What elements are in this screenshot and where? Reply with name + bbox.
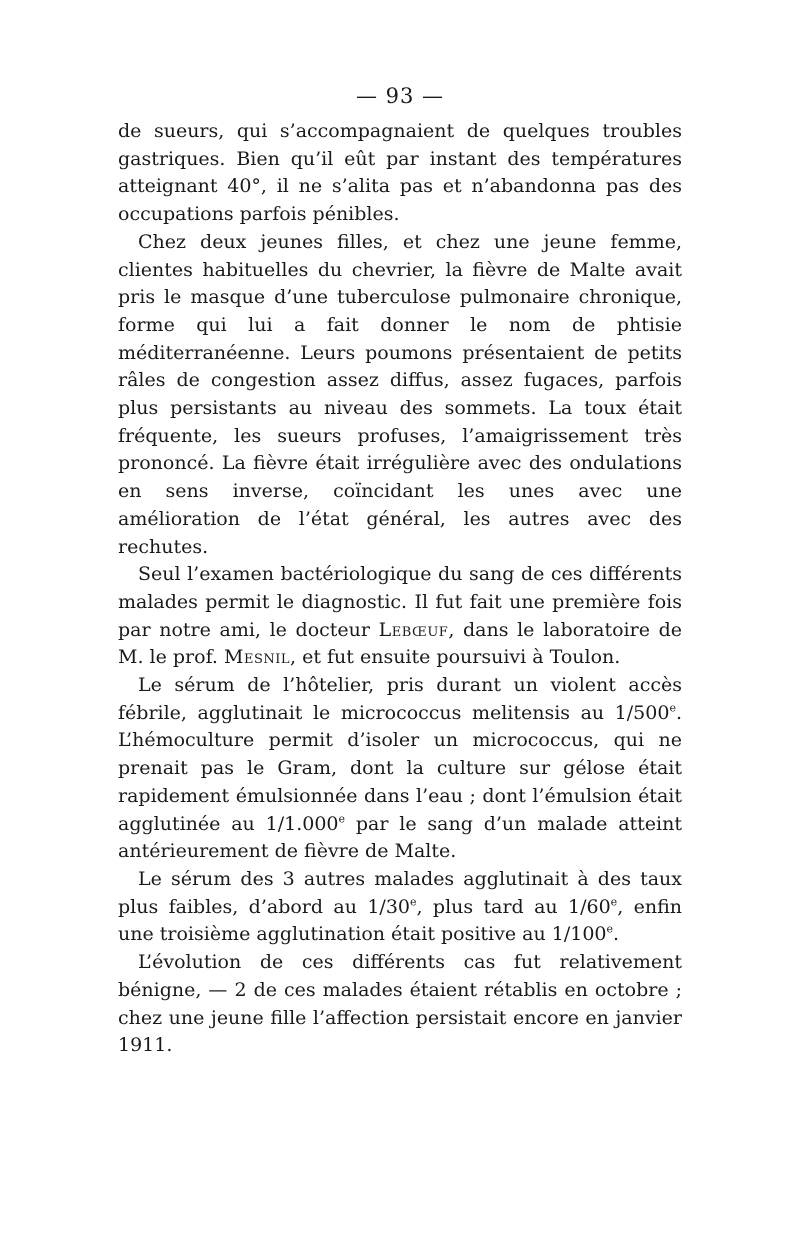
- ordinal-superscript: e: [610, 895, 618, 909]
- body-text: [118, 118, 682, 1060]
- paragraph-2: Chez deux jeunes filles, et chez une jeune femme, clientes habituelles du chevrier, la fièvre de Malte avait pris le masque d’une tuberculose pulmonaire chronique, forme qui lui a fait donner le nom de phtisie méditerranéenne. Leurs poumons présentaient de petits râles de congestion assez diffus, assez fugaces, parfois plus persistants au niveau des sommets. La toux était fréquente, les sueurs profuses, l’amaigrissement très prononcé. La fièvre était irrégulière avec des ondulations en sens inverse, coïncidant les unes avec une amélioration de l’état général, les autres avec des rechutes.: [118, 230, 682, 558]
- paragraph-4-text-a: Le sérum de l’hôtelier, pris durant un violent accès fébrile, agglutinait le micrococcus melitensis au 1/500: [118, 674, 682, 724]
- ordinal-superscript: e: [606, 923, 614, 937]
- ordinal-superscript: e: [410, 895, 417, 909]
- paragraph-6: L’évolution de ces différents cas fut relativement bénigne, — 2 de ces malades étaient rétablis en octobre ; chez une jeune fille l’affection persistait encore en janvier 1911.: [118, 951, 682, 1057]
- paragraph-3: [118, 561, 682, 672]
- paragraph-5-text-b: , plus tard au 1/60: [416, 895, 611, 918]
- page-number: — 93 —: [355, 84, 445, 108]
- paragraph-5-text-c: , enfin une troisième agglutination était positive au 1/100: [118, 895, 682, 946]
- ordinal-superscript: e: [669, 701, 676, 715]
- paragraph-4-text-c: par le sang d’un malade atteint antérieurement de fièvre de Malte.: [118, 812, 682, 863]
- paragraph-4: [118, 672, 682, 866]
- paragraph-3-text-b: , dans le laboratoire de M. le prof.: [118, 618, 683, 669]
- paragraph-3-text-a: Seul l’examen bactériologique du sang de ces différents malades permit le diagnostic. Il fut fait une première fois par notre ami, le docteur: [118, 563, 682, 641]
- paragraph-3-text-c: , et fut ensuite poursuivi à Toulon.: [290, 646, 621, 669]
- paragraph-1: de sueurs, qui s’accompagnaient de quelques troubles gastriques. Bien qu’il eût par instant des températures atteignant 40°, il ne s’alita pas et n’abandonna pas des occupations parfois pénibles.: [118, 120, 682, 226]
- paragraph-4-text-b: . L’hémoculture permit d’isoler un micrococcus, qui ne prenait pas le Gram, dont la culture sur gélose était rapidement émulsionnée dans l’eau ; dont l’émulsion était agglutinée au 1/1.000: [118, 701, 682, 835]
- ordinal-superscript: e: [338, 812, 346, 826]
- paragraph-5-text-d: .: [613, 923, 620, 946]
- author-name-leboeuf: Lebœuf: [378, 618, 449, 641]
- author-name-mesnil: Mesnil: [224, 646, 291, 669]
- paragraph-5-text-a: Le sérum des 3 autres malades agglutinait à des taux plus faibles, d’abord au 1/30: [118, 867, 682, 918]
- paragraph-5: [118, 866, 682, 949]
